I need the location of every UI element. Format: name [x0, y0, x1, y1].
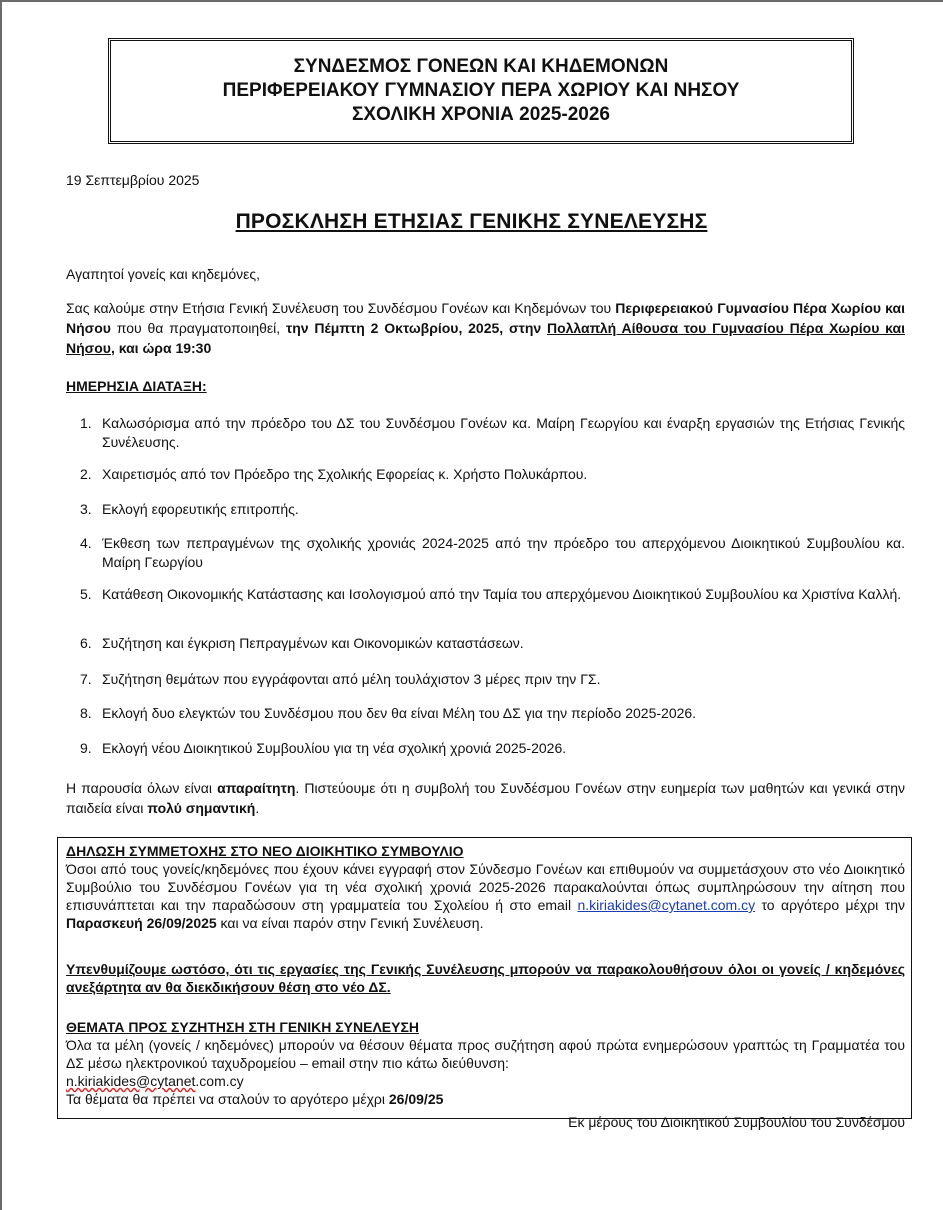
agenda-item-text: Έκθεση των πεπραγμένων της σχολικής χρονιάς 2024-2025 από την πρόεδρο του απερχόμενου Διοικητικού Συμβουλίου κα. Μαίρη Γεωργίου [102, 535, 905, 570]
agenda-item-number: 6. [80, 635, 92, 651]
agenda-item [80, 465, 905, 484]
agenda-item-number: 7. [80, 671, 92, 687]
topics-paragraph: Όλα τα μέλη (γονείς / κηδεμόνες) μπορούν να θέσουν θέματα προς συζήτηση αφού πρώτα ενημερώσουν γραπτώς τη Γραμματέα του ΔΣ μέσω ηλεκτρονικού ταχυδρομείου – email στην πιο κάτω διεύθυνση: [66, 1037, 905, 1071]
participation-text-1: Όσοι από τους γονείς/κηδεμόνες που έχουν κάνει εγγραφή στον Σύνδεσμο Γονέων και επιθυμούν να συμμετάσχουν στο νέο Διοικητικό Συμβούλιο του Συνδέσμου Γονέων για τη νέα σχολική χρονιά 2025-2026 παρακαλούνται όπως συμπληρώσουν την αίτηση που επισυνάπτεται και την παραδώσουν στη γραμματεία του Σχολείου ή στο email [66, 861, 905, 913]
topics-deadline [66, 1090, 905, 1108]
agenda-item [80, 704, 905, 723]
topics-deadline-date: 26/09/25 [388, 1091, 444, 1107]
agenda-heading: ΗΜΕΡΗΣΙΑ ΔΙΑΤΑΞΗ: [66, 378, 207, 394]
closing-emphasis-1: απαραίτητη [217, 780, 296, 796]
participation-paragraph [66, 860, 905, 932]
agenda-item-text: Καλωσόρισμα από την πρόεδρο του ΔΣ του Συνδέσμου Γονέων κα. Μαίρη Γεωργίου και έναρξη εργασιών της Ετήσιας Γενικής Συνέλευσης. [102, 415, 905, 450]
agenda-item-number: 2. [80, 466, 92, 482]
closing-text-3: . [255, 800, 260, 816]
header-line-2: ΠΕΡΙΦΕΡΕΙΑΚΟΥ ΓΥΜΝΑΣΙΟΥ ΠΕΡΑ ΧΩΡΙΟΥ ΚΑΙ ΝΗΣΟΥ [222, 80, 740, 101]
page-top-border [0, 0, 943, 2]
participation-deadline: Παρασκευή 26/09/2025 [66, 915, 217, 931]
signoff: Εκ μέρους του Διοικητικού Συμβουλίου του Συνδέσμου [568, 1114, 905, 1130]
closing-text-2: . Πιστεύουμε ότι η συμβολή του Συνδέσμου Γονέων στην ευημερία των μαθητών και γενικά στην παιδεία είναι [66, 780, 905, 816]
agenda-item-number: 4. [80, 535, 92, 551]
agenda-item [80, 739, 905, 758]
agenda-item-number: 9. [80, 740, 92, 756]
closing-paragraph [66, 778, 905, 818]
agenda-item [80, 585, 905, 604]
agenda-item-text: Εκλογή νέου Διοικητικού Συμβουλίου για τη νέα σχολική χρονιά 2025-2026. [102, 740, 567, 756]
header-line-1: ΣΥΝΔΕΣΜΟΣ ΓΟΝΕΩΝ ΚΑΙ ΚΗΔΕΜΟΝΩΝ [293, 56, 669, 77]
agenda-item-number: 3. [80, 501, 92, 517]
greeting: Αγαπητοί γονείς και κηδεμόνες, [66, 266, 260, 282]
agenda-item-number: 1. [80, 415, 92, 431]
agenda-item [80, 500, 905, 519]
agenda-item-number: 5. [80, 586, 92, 602]
agenda-item-text: Χαιρετισμός από τον Πρόεδρο της Σχολικής Εφορείας κ. Χρήστο Πολυκάρπου. [102, 466, 588, 482]
page-left-border [0, 0, 2, 1210]
invitation-time: , και ώρα 19:30 [110, 340, 212, 356]
invitation-venue: Πολλαπλή Αίθουσα του Γυμνασίου Πέρα Χωρίου και Νήσου [66, 320, 905, 356]
topics-email-user: n.kiriakides@ [66, 1073, 151, 1089]
topics-email-host: cytanet [150, 1073, 196, 1089]
agenda-item-text: Συζήτηση και έγκριση Πεπραγμένων και Οικονομικών καταστάσεων. [102, 635, 524, 651]
closing-text-1: Η παρουσία όλων είναι [66, 780, 218, 796]
document-date: 19 Σεπτεμβρίου 2025 [66, 172, 200, 188]
association-header [108, 38, 854, 144]
agenda-item [80, 414, 905, 452]
invitation-text-1: Σας καλούμε στην Ετήσια Γενική Συνέλευση του Συνδέσμου Γονέων και Κηδεμόνων του [66, 300, 616, 316]
invitation-text-2: που θα πραγματοποιηθεί, [110, 320, 286, 336]
agenda-item [80, 634, 905, 653]
participation-text-2: το αργότερο μέχρι την [755, 897, 906, 913]
invitation-school: Περιφερειακού Γυμνασίου Πέρα Χωρίου και Νήσου [66, 300, 906, 336]
agenda-item-text: Εκλογή εφορευτικής επιτροπής. [102, 501, 299, 517]
topics-email-tail: .com.cy [195, 1073, 244, 1089]
agenda-item-text: Συζήτηση θεμάτων που εγγράφονται από μέλη τουλάχιστον 3 μέρες πριν την ΓΣ. [102, 671, 601, 687]
participation-heading-text: ΔΗΛΩΣΗ ΣΥΜΜΕΤΟΧΗΣ ΣΤΟ ΝΕΟ ΔΙΟΙΚΗΤΙΚΟ ΣΥΜΒΟΥΛΙΟ [66, 843, 464, 859]
agenda-item-text: Εκλογή δυο ελεγκτών του Συνδέσμου που δεν θα είναι Μέλη του ΔΣ για την περίοδο 2025-2026. [102, 705, 697, 721]
agenda-item-number: 8. [80, 705, 92, 721]
closing-emphasis-2: πολύ σημαντική [147, 800, 256, 816]
topics-deadline-text: Τα θέματα θα πρέπει να σταλούν το αργότερο μέχρι [66, 1091, 389, 1107]
agenda-item [80, 534, 905, 572]
participation-email-link[interactable]: n.kiriakides@cytanet.com.cy [577, 897, 756, 913]
participation-reminder-text: Υπενθυμίζουμε ωστόσο, ότι τις εργασίες της Γενικής Συνέλευσης μπορούν να παρακολουθήσουν όλοι οι γονείς / κηδεμόνες ανεξάρτητα αν θα διεκδικήσουν θέση στο νέο ΔΣ. [66, 961, 905, 995]
topics-heading-text: ΘΕΜΑΤΑ ΠΡΟΣ ΣΥΖΗΤΗΣΗ ΣΤΗ ΓΕΝΙΚΗ ΣΥΝΕΛΕΥΣΗ [66, 1019, 419, 1035]
topics-heading [66, 1018, 905, 1036]
invitation-paragraph [66, 298, 905, 358]
document-title: ΠΡΟΣΚΛΗΣΗ ΕΤΗΣΙΑΣ ΓΕΝΙΚΗΣ ΣΥΝΕΛΕΥΣΗΣ [235, 210, 708, 233]
invitation-date: την Πέμπτη 2 Οκτωβρίου, 2025, στην [285, 320, 547, 336]
participation-text-3: και να είναι παρόν στην Γενική Συνέλευση. [216, 915, 484, 931]
agenda-item [80, 670, 905, 689]
participation-reminder [66, 960, 905, 996]
topics-email [66, 1072, 905, 1090]
header-line-3: ΣΧΟΛΙΚΗ ΧΡΟΝΙΑ 2025-2026 [351, 104, 610, 125]
agenda-item-text: Κατάθεση Οικονομικής Κατάστασης και Ισολογισμού από την Ταμία του απερχόμενου Διοικητικού Συμβουλίου κα Χριστίνα Καλλή. [102, 586, 902, 602]
participation-heading [66, 842, 905, 860]
